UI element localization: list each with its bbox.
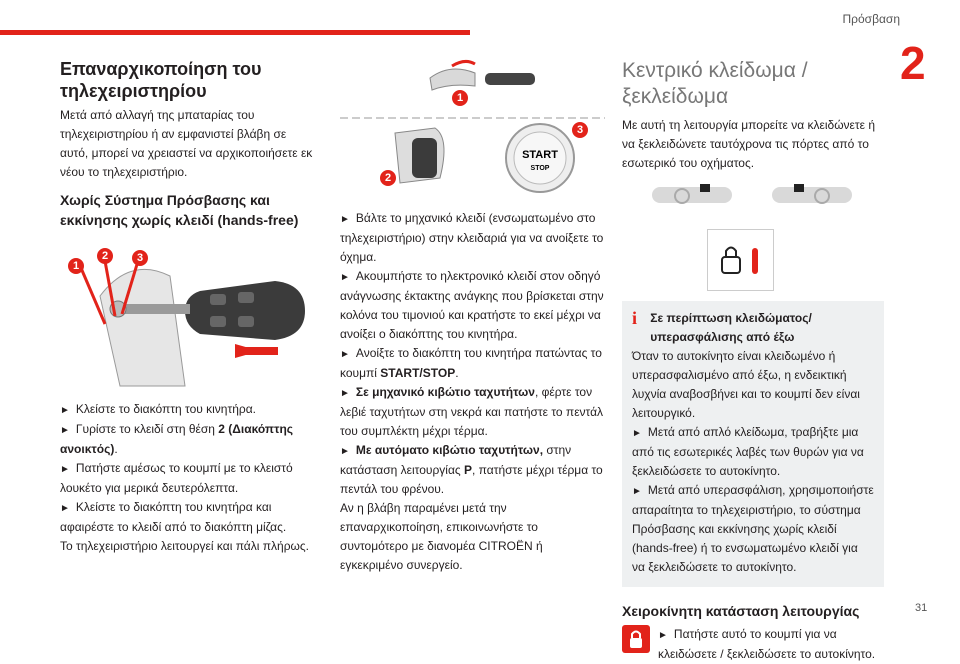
- reinit-step-2: ► Γυρίστε το κλειδί στη θέση 2 (Διακόπτης ανοικτός).: [60, 422, 294, 456]
- padlock-icon: [708, 230, 773, 290]
- manual-mode-title: Χειροκίνητη κατάσταση λειτουργίας: [622, 603, 860, 619]
- emergency-step-4: ► Σε μηχανικό κιβώτιο ταχυτήτων, φέρτε τον λεβιέ ταχυτήτων στη νεκρά και πατήστε το πεντάλ του συμπλέκτη μέχρι τέρμα.: [340, 385, 604, 438]
- info-icon: i: [632, 308, 638, 328]
- info-step-2: ► Μετά από υπερασφάλιση, χρησιμοποιήστε απαραίτητα το τηλεχειριστήριο, το σύστημα Πρόσβασης και εκκίνησης χωρίς κλειδί (hands-free) ή το ενσωματωμένο κλειδί για να ξεκλειδώσετε το αυτοκίνητο.: [632, 483, 874, 574]
- page-number: 31: [915, 602, 928, 614]
- manual-mode-row: [622, 625, 884, 664]
- column-emergency-start: [340, 58, 605, 575]
- stop-label: STOP: [530, 165, 550, 172]
- figure-callout-1: 1: [452, 90, 468, 106]
- emergency-step-3: ► Ανοίξτε το διακόπτη του κινητήρα πατώντας το κουμπί START/STOP.: [340, 346, 602, 380]
- triangle-bullet-icon: ►: [658, 630, 668, 641]
- figure-callout-2: 2: [380, 170, 396, 186]
- reinit-outro: Το τηλεχειριστήριο λειτουργεί και πάλι πλήρως.: [60, 539, 310, 553]
- info-step-1: ► Μετά από απλό κλείδωμα, τραβήξτε μια από τις εσωτερικές λαβές των θυρών για να ξεκλειδώσετε το αυτοκίνητο.: [632, 425, 864, 478]
- reinit-step-1: ► Κλείστε το διακόπτη του κινητήρα.: [60, 402, 256, 416]
- lock-button-figure: [707, 229, 774, 291]
- chapter-number: 2: [900, 37, 926, 89]
- info-title: Σε περίπτωση κλειδώματος/υπερασφάλισης από έξω: [650, 311, 812, 344]
- reinit-step-3: ► Πατήστε αμέσως το κουμπί με το κλειστό λουκέτο για μερικά δευτερόλεπτα.: [60, 461, 293, 495]
- reinit-title: Επαναρχικοποίηση του τηλεχειριστηρίου: [60, 59, 262, 101]
- triangle-bullet-icon: ►: [340, 214, 350, 225]
- lock-button-icon: [622, 625, 650, 653]
- emergency-step-5: ► Με αυτόματο κιβώτιο ταχυτήτων, στην κατάσταση λειτουργίας P, πατήστε μέχρι τέρμα το πεντάλ του φρένου.: [340, 443, 603, 496]
- figure-callout-3: 3: [132, 250, 148, 266]
- manual-mode-step: ► Πατήστε αυτό το κουμπί για να κλειδώσετε / ξεκλειδώσετε το αυτοκίνητο.: [658, 627, 876, 661]
- central-locking-intro: Με αυτή τη λειτουργία μπορείτε να κλειδώνετε ή να ξεκλειδώνετε ταυτόχρονα τις πόρτες από το εσωτερικό του οχήματος.: [622, 118, 876, 170]
- central-locking-title: Κεντρικό κλείδωμα / ξεκλείδωμα: [622, 59, 808, 108]
- triangle-bullet-icon: ►: [60, 425, 70, 436]
- reinit-subtitle: Χωρίς Σύστημα Πρόσβασης και εκκίνησης χωρίς κλειδί (hands-free): [60, 192, 299, 228]
- triangle-bullet-icon: ►: [60, 464, 70, 475]
- column-central-locking: [622, 58, 884, 664]
- reinit-intro: Μετά από αλλαγή της μπαταρίας του τηλεχειριστηρίου ή αν εμφανιστεί βλάβη σε αυτό, μπορεί να χρειαστεί να αρχικοποιήσετε εκ νέου το τηλεχειριστήριο.: [60, 108, 313, 179]
- dashboard-icon: [622, 181, 884, 221]
- emergency-step-1: ► Βάλτε το μηχανικό κλειδί (ενσωματωμένο στο τηλεχειριστήριο) στην κλειδαριά για να ανοίξετε το όχημα.: [340, 211, 604, 264]
- triangle-bullet-icon: ►: [340, 272, 350, 283]
- triangle-bullet-icon: ►: [632, 486, 642, 497]
- figure-callout-3: 3: [572, 122, 588, 138]
- figure-callout-1: 1: [68, 258, 84, 274]
- emergency-step-2: ► Ακουμπήστε το ηλεκτρονικό κλειδί στον οδηγό ανάγνωσης έκτακτης ανάγκης που βρίσκεται στην κολόνα του τιμονιού και κρατήστε το εκεί μέχρι να ανοίξει ο διακόπτης του κινητήρα.: [340, 269, 604, 341]
- ignition-key-figure: [60, 236, 315, 396]
- section-title: Πρόσβαση: [842, 12, 900, 26]
- triangle-bullet-icon: ►: [632, 428, 642, 439]
- header-accent-bar: [0, 30, 470, 35]
- column-reinit: [60, 58, 315, 556]
- triangle-bullet-icon: ►: [340, 388, 350, 399]
- info-box: [622, 301, 884, 587]
- triangle-bullet-icon: ►: [60, 503, 70, 514]
- triangle-bullet-icon: ►: [340, 349, 350, 360]
- emergency-start-figure: [340, 58, 605, 203]
- figure-callout-2: 2: [97, 248, 113, 264]
- dashboard-figure: [622, 181, 884, 221]
- info-text: Όταν το αυτοκίνητο είναι κλειδωμένο ή υπερασφαλισμένο από έξω, η ενδεικτική λυχνία αναβοσβήνει και το κουμπί δεν είναι λειτουργικό.: [632, 349, 860, 420]
- start-label: START: [522, 149, 558, 161]
- triangle-bullet-icon: ►: [60, 405, 70, 416]
- reinit-step-4: ► Κλείστε το διακόπτη του κινητήρα και αφαιρέστε το κλειδί από το διακόπτη μίζας.: [60, 500, 287, 534]
- triangle-bullet-icon: ►: [340, 446, 350, 457]
- emergency-outro: Αν η βλάβη παραμένει μετά την επαναρχικοποίηση, επικοινωνήστε το συντομότερο με διανομέα CITROËN ή εγκεκριμένο συνεργείο.: [340, 501, 543, 572]
